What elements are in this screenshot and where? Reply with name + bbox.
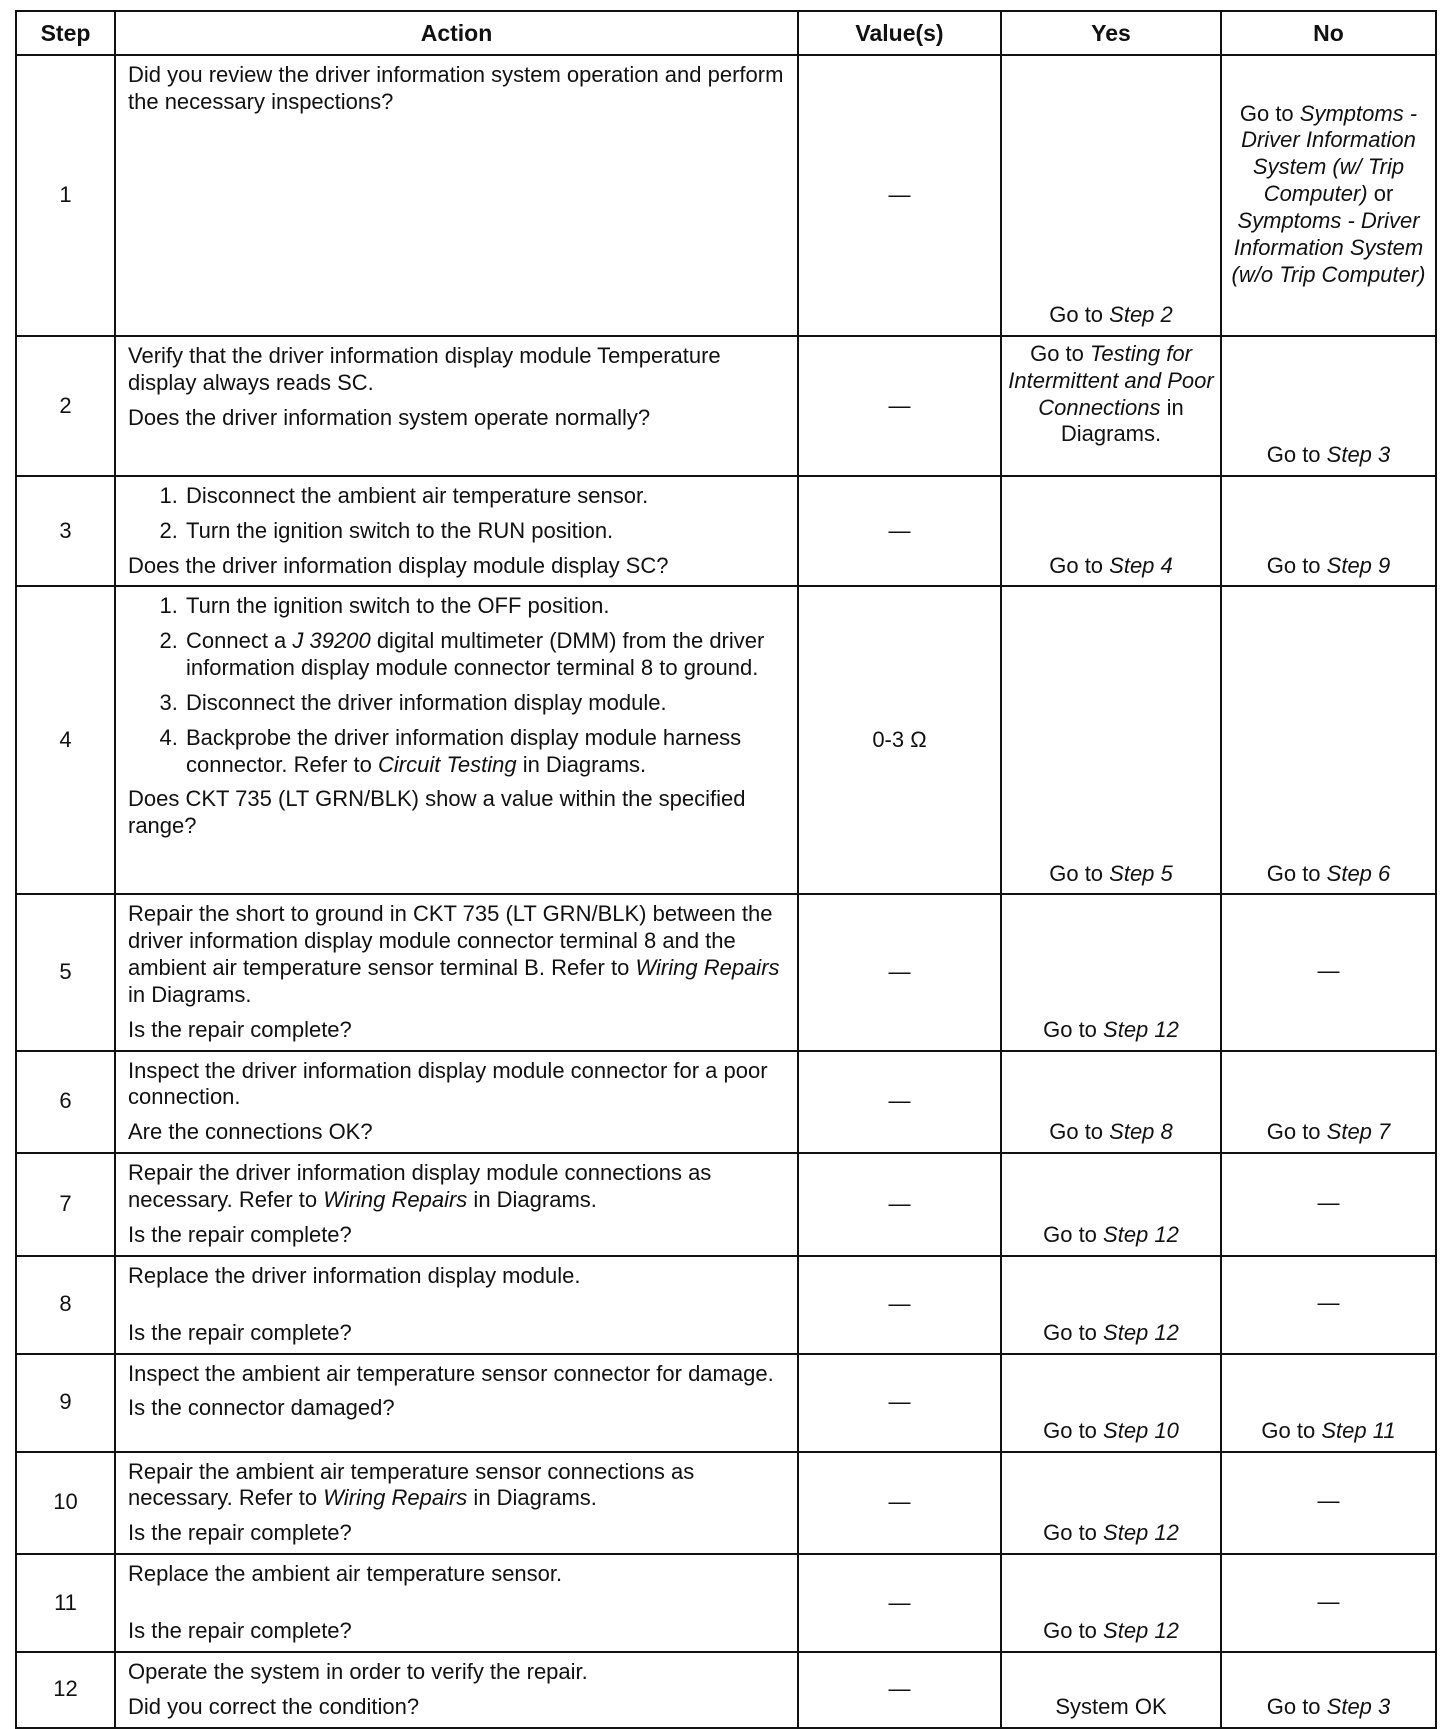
yes-cell: System OK xyxy=(1001,1652,1221,1728)
list-item: 1. Turn the ignition switch to the OFF position. xyxy=(184,593,787,620)
no-prefix: Go to xyxy=(1261,1417,1322,1443)
action-cell xyxy=(115,1452,798,1554)
header-values: Value(s) xyxy=(798,11,1001,55)
yes-cell xyxy=(1001,894,1221,1050)
action-text-part: Repair the short to ground in CKT 735 (LT GRN/BLK) between the driver information display module connector terminal 8 and the ambient air temperature sensor terminal B. Refer to xyxy=(128,901,773,981)
no-step-link[interactable]: Step 11 xyxy=(1321,1417,1396,1443)
yes-cell xyxy=(1001,586,1221,894)
table-row xyxy=(16,1452,1436,1554)
list-text: digital multimeter (DMM) from the driver information display module connector terminal 8 to ground. xyxy=(186,628,765,681)
yes-cell xyxy=(1001,1153,1221,1255)
yes-prefix: Go to xyxy=(1043,1618,1104,1644)
no-prefix: Go to xyxy=(1266,860,1327,886)
list-text: Backprobe the driver information display module harness connector. Refer to xyxy=(186,724,742,777)
header-step: Step xyxy=(16,11,115,55)
wiring-repairs-link[interactable]: Wiring Repairs xyxy=(323,1485,468,1511)
no-cell xyxy=(1221,1354,1436,1452)
yes-cell xyxy=(1001,1354,1221,1452)
step-number: 10 xyxy=(16,1452,115,1554)
step-number: 4 xyxy=(16,586,115,894)
no-symptoms-link-trip[interactable]: Symptoms - Driver Information System (w/ Trip Computer) xyxy=(1241,100,1418,207)
no-step-link[interactable]: Step 9 xyxy=(1326,552,1391,578)
question-text: Is the repair complete? xyxy=(128,1520,352,1546)
yes-prefix: Go to xyxy=(1030,341,1090,366)
action-stack xyxy=(128,1263,787,1347)
table-row xyxy=(16,586,1436,894)
table-row xyxy=(16,1554,1436,1652)
no-prefix: Go to xyxy=(1266,552,1327,578)
yes-prefix: Go to xyxy=(1049,860,1110,886)
table-row xyxy=(16,1051,1436,1153)
table-row xyxy=(16,1153,1436,1255)
question-text: Is the repair complete? xyxy=(128,1221,352,1247)
no-step-link[interactable]: Step 3 xyxy=(1326,1693,1391,1719)
yes-step-link[interactable]: Step 10 xyxy=(1103,1417,1179,1443)
yes-prefix: Go to xyxy=(1043,1221,1104,1247)
header-row xyxy=(16,11,1436,55)
question-text: Are the connections OK? xyxy=(128,1119,373,1145)
yes-prefix: Go to xyxy=(1043,1319,1104,1345)
action-text: Operate the system in order to verify the repair. xyxy=(128,1659,588,1685)
no-cell: — xyxy=(1221,1554,1436,1652)
list-item: 3. Disconnect the driver information display module. xyxy=(184,690,787,717)
table-row xyxy=(16,336,1436,476)
header-action: Action xyxy=(115,11,798,55)
value-cell: — xyxy=(798,55,1001,336)
table-row xyxy=(16,476,1436,586)
no-step-link[interactable]: Step 7 xyxy=(1326,1119,1391,1145)
header-yes: Yes xyxy=(1001,11,1221,55)
yes-prefix: Go to xyxy=(1043,1016,1104,1042)
yes-step-link[interactable]: Step 12 xyxy=(1103,1618,1179,1644)
step-number: 7 xyxy=(16,1153,115,1255)
step-number: 5 xyxy=(16,894,115,1050)
no-step-link[interactable]: Step 6 xyxy=(1326,860,1391,886)
table-row xyxy=(16,1256,1436,1354)
action-text: Replace the ambient air temperature sensor. xyxy=(128,1561,563,1587)
no-cell xyxy=(1221,1652,1436,1728)
no-or-text: or xyxy=(1367,181,1394,207)
step-number: 12 xyxy=(16,1652,115,1728)
action-cell xyxy=(115,894,798,1050)
list-text: Connect a xyxy=(186,628,293,654)
action-text-part: in Diagrams. xyxy=(128,981,252,1007)
action-text xyxy=(128,1160,787,1214)
action-text-part: Repair the driver information display module connections as necessary. Refer to xyxy=(128,1160,712,1212)
no-cell xyxy=(1221,336,1436,476)
action-cell xyxy=(115,1554,798,1652)
no-step-link[interactable]: Step 3 xyxy=(1326,442,1391,468)
action-text: Verify that the driver information display module Temperature display always reads SC. xyxy=(128,343,721,395)
action-cell xyxy=(115,586,798,894)
header-no: No xyxy=(1221,11,1436,55)
wiring-repairs-link[interactable]: Wiring Repairs xyxy=(323,1186,468,1212)
table-row xyxy=(16,894,1436,1050)
yes-step-link[interactable]: Step 12 xyxy=(1103,1016,1179,1042)
list-item: 2. Turn the ignition switch to the RUN position. xyxy=(184,518,787,545)
value-cell: — xyxy=(798,1256,1001,1354)
action-list xyxy=(128,593,787,778)
step-number: 8 xyxy=(16,1256,115,1354)
yes-prefix: Go to xyxy=(1049,302,1110,328)
action-text-part: in Diagrams. xyxy=(467,1186,597,1212)
action-cell xyxy=(115,1652,798,1728)
action-cell xyxy=(115,1051,798,1153)
wiring-repairs-link[interactable]: Wiring Repairs xyxy=(635,955,780,981)
yes-cell xyxy=(1001,1554,1221,1652)
yes-cell xyxy=(1001,1051,1221,1153)
table-row xyxy=(16,55,1436,336)
question-text: Is the repair complete? xyxy=(128,1016,352,1042)
tool-reference: J 39200 xyxy=(292,628,371,654)
action-cell xyxy=(115,1354,798,1452)
action-text: Inspect the ambient air temperature sensor connector for damage. xyxy=(128,1360,774,1386)
action-cell xyxy=(115,1153,798,1255)
no-cell: — xyxy=(1221,894,1436,1050)
list-item xyxy=(184,628,787,682)
action-text: Replace the driver information display module. xyxy=(128,1262,581,1288)
action-text-part: in Diagrams. xyxy=(467,1485,597,1511)
step-number: 1 xyxy=(16,55,115,336)
no-cell xyxy=(1221,476,1436,586)
yes-prefix: Go to xyxy=(1043,1520,1104,1546)
question-text: Is the repair complete? xyxy=(128,1319,352,1345)
step-number: 2 xyxy=(16,336,115,476)
yes-prefix: Go to xyxy=(1043,1417,1104,1443)
value-cell: — xyxy=(798,1354,1001,1452)
action-cell xyxy=(115,336,798,476)
no-cell xyxy=(1221,1051,1436,1153)
no-prefix: Go to xyxy=(1266,1693,1327,1719)
list-item xyxy=(184,725,787,779)
action-stack xyxy=(128,1561,787,1645)
action-cell xyxy=(115,1256,798,1354)
yes-suffix: in Diagrams. xyxy=(1060,394,1184,447)
action-text: Did you review the driver information system operation and perform the necessary inspections? xyxy=(128,62,784,114)
no-symptoms-link-no-trip[interactable]: Symptoms - Driver Information System (w/o Trip Computer) xyxy=(1231,207,1426,287)
no-cell: — xyxy=(1221,1452,1436,1554)
list-item: 1. Disconnect the ambient air temperature sensor. xyxy=(184,483,787,510)
yes-cell xyxy=(1001,336,1221,476)
yes-step-link[interactable]: Step 12 xyxy=(1103,1520,1179,1546)
yes-cell xyxy=(1001,1256,1221,1354)
table-row xyxy=(16,1354,1436,1452)
yes-step-link[interactable]: Step 2 xyxy=(1109,302,1173,328)
question-text: Did you correct the condition? xyxy=(128,1693,420,1719)
step-number: 6 xyxy=(16,1051,115,1153)
value-cell: — xyxy=(798,336,1001,476)
no-prefix: Go to xyxy=(1266,1119,1327,1145)
step-number: 3 xyxy=(16,476,115,586)
circuit-testing-link[interactable]: Circuit Testing xyxy=(378,751,517,777)
value-cell: 0-3 Ω xyxy=(798,586,1001,894)
no-cell: — xyxy=(1221,1256,1436,1354)
question-text: Does the driver information display module display SC? xyxy=(128,552,669,578)
yes-step-link[interactable]: Step 5 xyxy=(1109,860,1173,886)
value-cell: — xyxy=(798,1452,1001,1554)
action-cell xyxy=(115,55,798,336)
no-prefix: Go to xyxy=(1239,100,1300,126)
yes-prefix: Go to xyxy=(1049,1119,1110,1145)
value-cell: — xyxy=(798,894,1001,1050)
action-text: Inspect the driver information display module connector for a poor connection. xyxy=(128,1057,768,1110)
no-cell: — xyxy=(1221,1153,1436,1255)
question-text: Is the repair complete? xyxy=(128,1618,352,1644)
question-text: Does the driver information system operate normally? xyxy=(128,404,651,430)
yes-step-link[interactable]: Step 12 xyxy=(1103,1319,1179,1345)
yes-step-link[interactable]: Step 4 xyxy=(1109,552,1173,578)
value-cell: — xyxy=(798,476,1001,586)
table-row xyxy=(16,1652,1436,1728)
yes-cell xyxy=(1001,55,1221,336)
question-text: Does CKT 735 (LT GRN/BLK) show a value within the specified range? xyxy=(128,786,746,839)
yes-testing-link[interactable]: Testing for Intermittent and Poor Connections xyxy=(1008,341,1214,420)
yes-cell xyxy=(1001,476,1221,586)
value-cell: — xyxy=(798,1652,1001,1728)
list-text: in Diagrams. xyxy=(516,751,647,777)
yes-prefix: Go to xyxy=(1049,552,1110,578)
yes-cell xyxy=(1001,1452,1221,1554)
no-prefix: Go to xyxy=(1266,442,1327,468)
yes-step-link[interactable]: Step 12 xyxy=(1103,1221,1179,1247)
action-cell xyxy=(115,476,798,586)
action-text xyxy=(128,901,787,1008)
question-text: Is the connector damaged? xyxy=(128,1395,395,1421)
action-text xyxy=(128,1459,787,1513)
value-cell: — xyxy=(798,1153,1001,1255)
step-number: 11 xyxy=(16,1554,115,1652)
value-cell: — xyxy=(798,1554,1001,1652)
action-list xyxy=(128,483,787,545)
no-cell xyxy=(1221,586,1436,894)
yes-step-link[interactable]: Step 8 xyxy=(1109,1119,1173,1145)
value-cell: — xyxy=(798,1051,1001,1153)
diagnostic-table xyxy=(15,10,1437,1729)
step-number: 9 xyxy=(16,1354,115,1452)
no-cell xyxy=(1221,55,1436,336)
action-text-part: Repair the ambient air temperature sensor connections as necessary. Refer to xyxy=(128,1458,695,1511)
